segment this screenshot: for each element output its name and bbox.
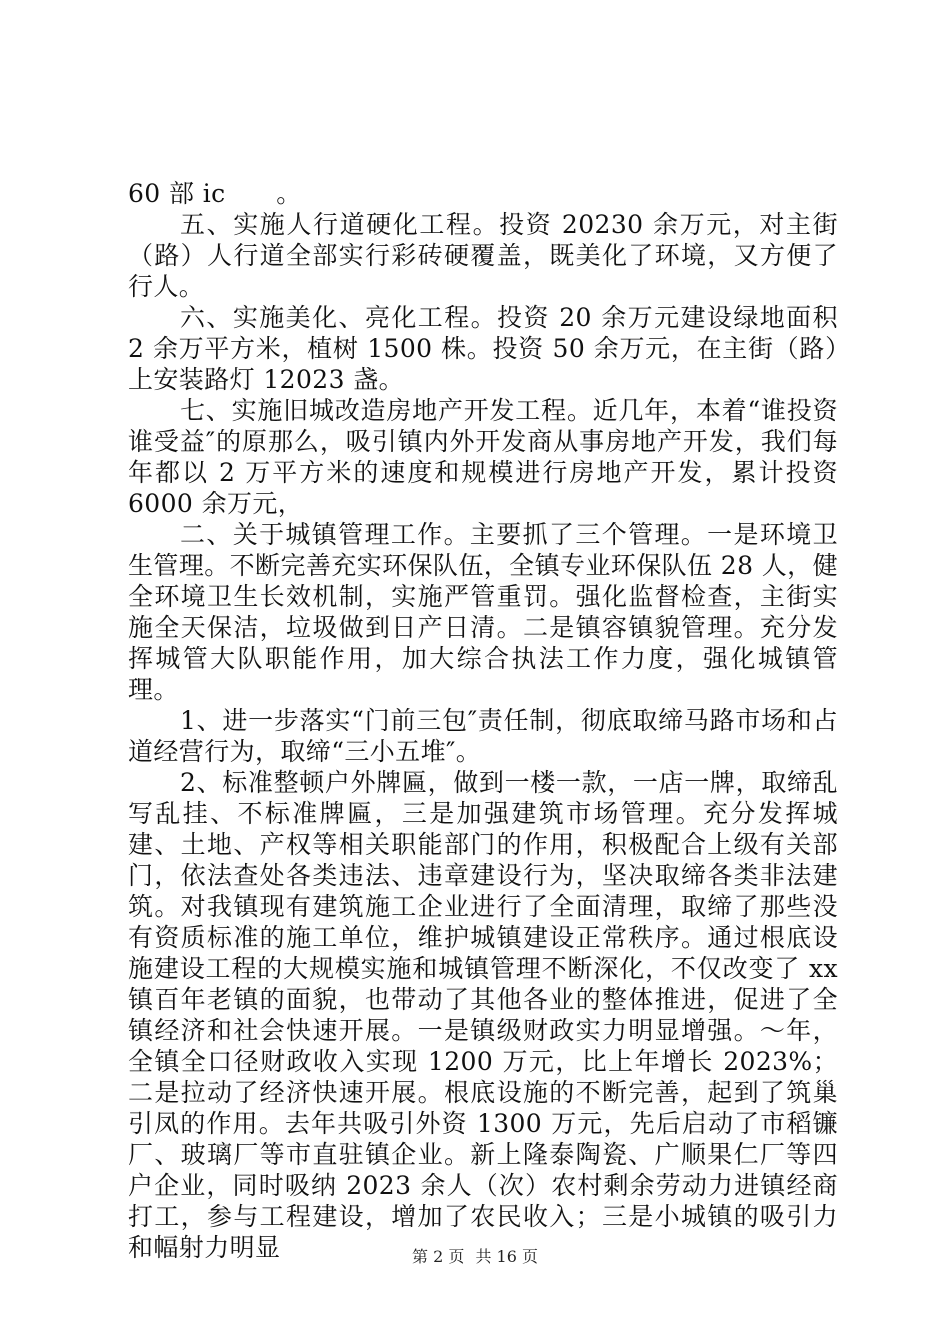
paragraph-town-management: 二、关于城镇管理工作。主要抓了三个管理。一是环境卫生管理。不断完善充实环保队伍，全镇专业环保队伍 28 人，健全环境卫生长效机制，实施严管重罚。强化监督检查，主街实施全天保洁，垃圾做到日产日清。二是镇容镇貌管理。充分发挥城管大队职能作用，加大综合执法工作力度，强化城镇管理。 xyxy=(128,520,838,704)
paragraph-fragment: 60 部 ic 。 xyxy=(128,179,302,208)
paragraph-item-2: 2、标准整顿户外牌匾，做到一楼一款，一店一牌，取缔乱写乱挂、不标准牌匾，三是加强建筑市场管理。充分发挥城建、土地、产权等相关职能部门的作用，积极配合上级有关部门，依法查处各类违法、违章建设行为，坚决取缔各类非法建筑。对我镇现有建筑施工企业进行了全面清理，取缔了那些没有资质标准的施工单位，维护城镇建设正常秩序。通过根底设施建设工程的大规模实施和城镇管理不断深化，不仅改变了 xx 镇百年老镇的面貌，也带动了其他各业的整体推进，促进了全镇经济和社会快速开展。一是镇级财政实力明显增强。～年，全镇全口径财政收入实现 1200 万元，比上年增长 2023%；二是拉动了经济快速开展。根底设施的不断完善，起到了筑巢引凤的作用。去年共吸引外资 1300 万元，先后启动了市稻镰厂、玻璃厂等市直驻镇企业。新上隆泰陶瓷、广顺果仁厂等四户企业，同时吸纳 2023 余人（次）农村剩余劳动力进镇经商打工，参与工程建设，增加了农民收入；三是小城镇的吸引力和幅射力明显 xyxy=(128,768,838,1262)
paragraph-sidewalk: 五、实施人行道硬化工程。投资 20230 余万元，对主街（路）人行道全部实行彩砖硬覆盖，既美化了环境，又方便了行人。 xyxy=(128,210,838,301)
page-number: 第 2 页 xyxy=(412,1247,465,1266)
paragraph-old-town-renewal: 七、实施旧城改造房地产开发工程。近几年，本着“谁投资谁受益″的原那么，吸引镇内外开发商从事房地产开发，我们每年都以 2 万平方米的速度和规模进行房地产开发，累计投资 6000 余万元， xyxy=(128,396,838,518)
paragraph-item-1: 1、进一步落实“门前三包″责任制，彻底取缔马路市场和占道经营行为，取缔“三小五堆″。 xyxy=(128,706,838,766)
paragraph-greening-lighting: 六、实施美化、亮化工程。投资 20 余万元建设绿地面积 2 余万平方米，植树 1500 株。投资 50 余万元，在主街（路）上安装路灯 12023 盏。 xyxy=(128,303,838,394)
page-footer xyxy=(0,1244,950,1267)
document-body xyxy=(128,178,838,1263)
page-total: 共 16 页 xyxy=(475,1247,538,1266)
